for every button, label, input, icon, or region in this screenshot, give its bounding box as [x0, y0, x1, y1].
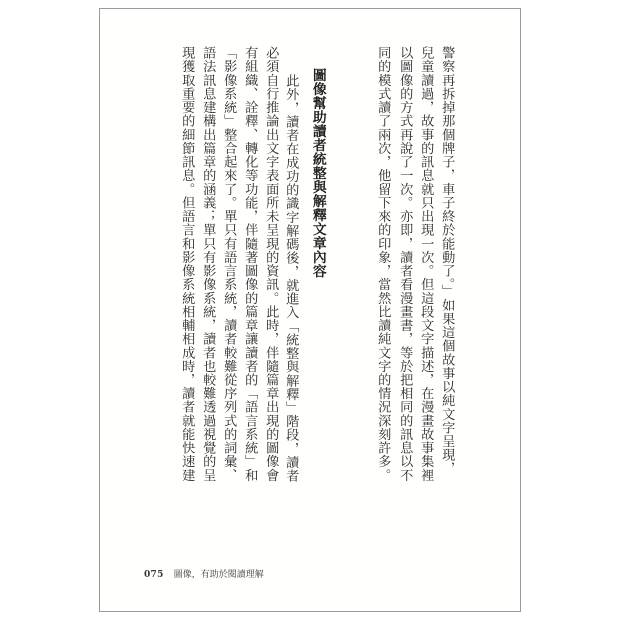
book-page: [99, 8, 521, 612]
text-column: 警察再拆掉那個牌子，車子終於能動了。」如果這個故事以純文字呈現，: [439, 46, 455, 476]
text-column: 現獲取重要的細節訊息。但語言和影像系統相輔相成時，讀者就能快速建: [179, 46, 195, 482]
text-column: 有組織、詮釋、轉化等功能，伴隨著圖像的篇章讓讀者的「語言系統」和: [242, 46, 258, 482]
text-column: 必須自行推論出文字表面所未呈現的資訊。此時，伴隨篇章出現的圖像會: [263, 46, 279, 482]
running-title: 圖像，有助於閱讀理解: [173, 570, 264, 580]
page-footer: [144, 567, 264, 580]
text-column: 兒童讀過，故事的訊息就只出現一次。但這段文字描述，在漫畫故事集裡: [418, 46, 434, 482]
text-column: 此外，讀者在成功的識字解碼後，就進入「統整與解釋」階段，讀者: [283, 74, 299, 483]
text-column: 同的模式讀了兩次，他留下來的印象，當然比讀純文字的情況深刻許多。: [375, 46, 391, 482]
text-column: 以圖像的方式再說了一次。亦即，讀者看漫畫書，等於把相同的訊息以不: [397, 46, 413, 482]
page-number: 075: [144, 570, 164, 580]
text-column: 語法訊息建構出篇章的涵義；單只有影像系統，讀者也較難透過視覺的呈: [200, 46, 216, 482]
text-column: 「影像系統」整合起來了。單只有語言系統，讀者較難從序列式的詞彙、: [221, 46, 237, 482]
section-heading: 圖像幫助讀者統整與解釋文章內容: [309, 68, 326, 278]
